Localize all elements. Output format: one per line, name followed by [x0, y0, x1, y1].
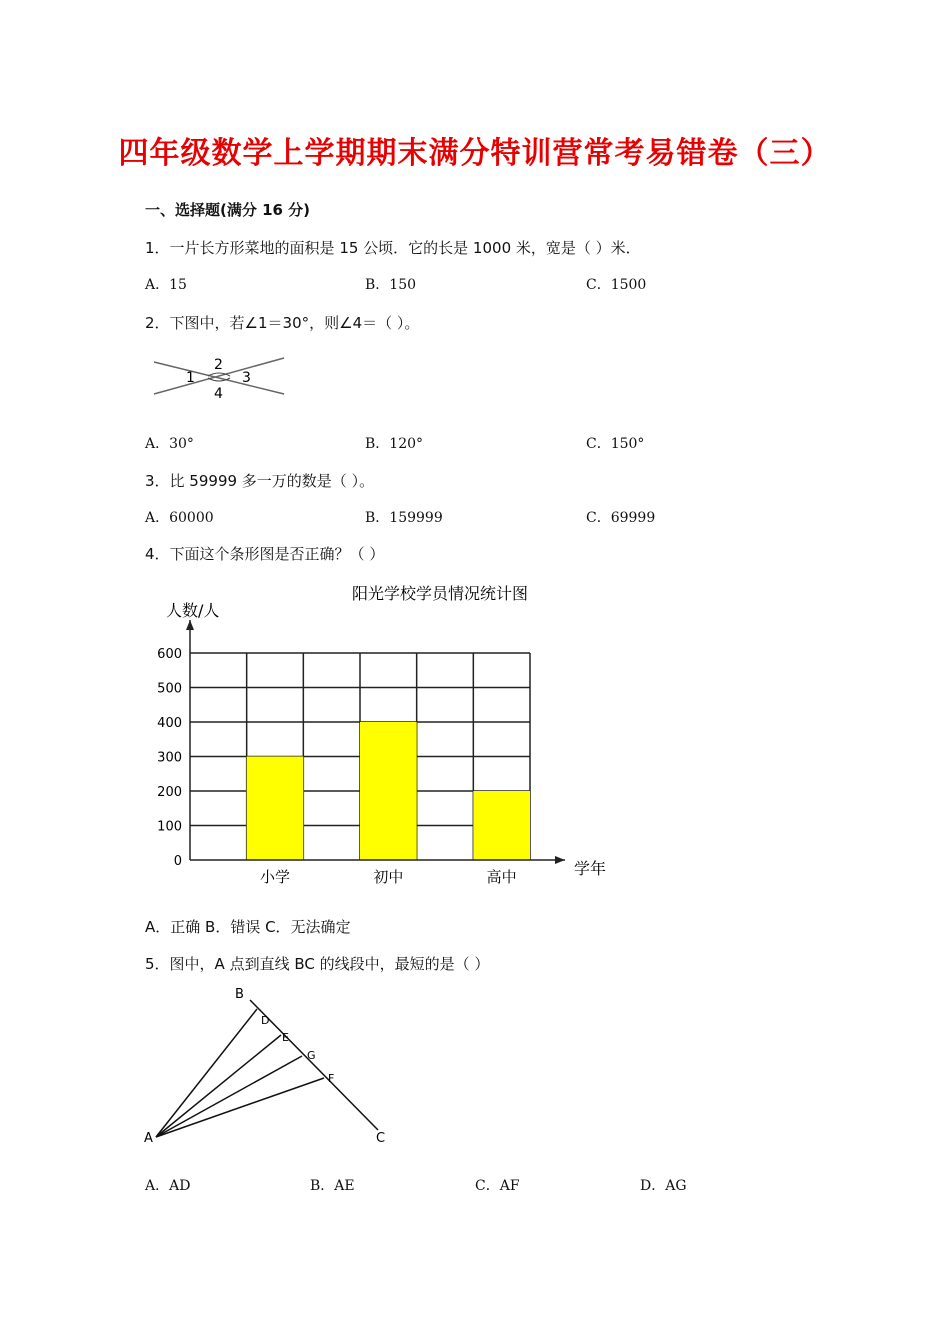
angle-label-1: 1: [186, 370, 195, 386]
y-axis-arrow: [186, 620, 194, 630]
segment-af: [156, 1078, 324, 1137]
category-label-0: 小学: [259, 868, 291, 886]
q2-option-a[interactable]: A．30°: [145, 436, 194, 452]
q5-option-d[interactable]: D．AG: [640, 1178, 687, 1194]
question-1-text: 1．一片长方形菜地的面积是 15 公顷．它的长是 1000 米，宽是（ ）米．: [145, 239, 641, 257]
page-title: 四年级数学上学期期末满分特训营常考易错卷（三）: [118, 136, 832, 171]
q3-option-c[interactable]: C．69999: [586, 510, 656, 526]
angle-diagram: [150, 352, 290, 402]
angle-label-4: 4: [214, 386, 223, 402]
y-tick-label: 200: [157, 785, 182, 800]
q4-options[interactable]: A．正确 B．错误 C．无法确定: [145, 918, 351, 936]
q5-option-a[interactable]: A．AD: [145, 1178, 191, 1194]
segment-ad: [156, 1009, 257, 1137]
segment-ae: [156, 1035, 281, 1137]
point-a-label: A: [144, 1131, 153, 1146]
y-tick-label: 600: [157, 647, 182, 662]
q5-option-c[interactable]: C．AF: [475, 1178, 520, 1194]
x-axis-label: 学年: [574, 859, 607, 878]
point-c-label: C: [376, 1131, 386, 1146]
q5-option-b[interactable]: B．AE: [310, 1178, 355, 1194]
y-tick-label: 500: [157, 681, 182, 697]
y-tick-label: 100: [157, 819, 182, 835]
section-heading: 一、选择题(满分 16 分): [145, 201, 311, 219]
q2-option-b[interactable]: B．120°: [365, 436, 424, 452]
q1-option-c[interactable]: C．1500: [586, 277, 647, 293]
x-axis-arrow: [555, 856, 565, 864]
y-tick-label: 400: [157, 716, 182, 731]
q3-option-a[interactable]: A．60000: [145, 510, 214, 526]
category-label-2: 高中: [486, 868, 517, 886]
q3-option-b[interactable]: B．159999: [365, 510, 443, 526]
bar-1: [360, 722, 417, 860]
line-segment-diagram: [140, 982, 400, 1152]
q2-option-c[interactable]: C．150°: [586, 436, 645, 452]
y-axis-label: 人数/人: [166, 601, 220, 620]
q1-option-a[interactable]: A．15: [145, 277, 187, 293]
question-3-text: 3．比 59999 多一万的数是（ ）。: [145, 472, 375, 490]
point-b-label: B: [235, 987, 244, 1002]
category-label-1: 初中: [373, 868, 404, 886]
y-tick-label: 0: [173, 854, 182, 869]
angle-label-2: 2: [214, 357, 223, 373]
y-tick-label: 300: [157, 750, 182, 766]
bar-2: [473, 791, 530, 860]
bar-0: [247, 757, 304, 861]
question-2-text: 2．下图中，若∠1＝30°，则∠4＝（ ）。: [145, 314, 420, 332]
angle-label-3: 3: [242, 370, 251, 386]
q1-option-b[interactable]: B．150: [365, 277, 417, 293]
question-5-text: 5．图中，A 点到直线 BC 的线段中，最短的是（ ）: [145, 955, 490, 973]
question-4-text: 4．下面这个条形图是否正确？（ ）: [145, 545, 385, 563]
bar-chart: [150, 578, 620, 890]
point-d-label: D: [261, 1014, 270, 1027]
point-f-label: F: [328, 1072, 335, 1085]
point-g-label: G: [307, 1049, 316, 1062]
segment-ag: [156, 1056, 302, 1137]
point-e-label: E: [282, 1031, 289, 1044]
chart-title: 阳光学校学员情况统计图: [351, 584, 529, 603]
